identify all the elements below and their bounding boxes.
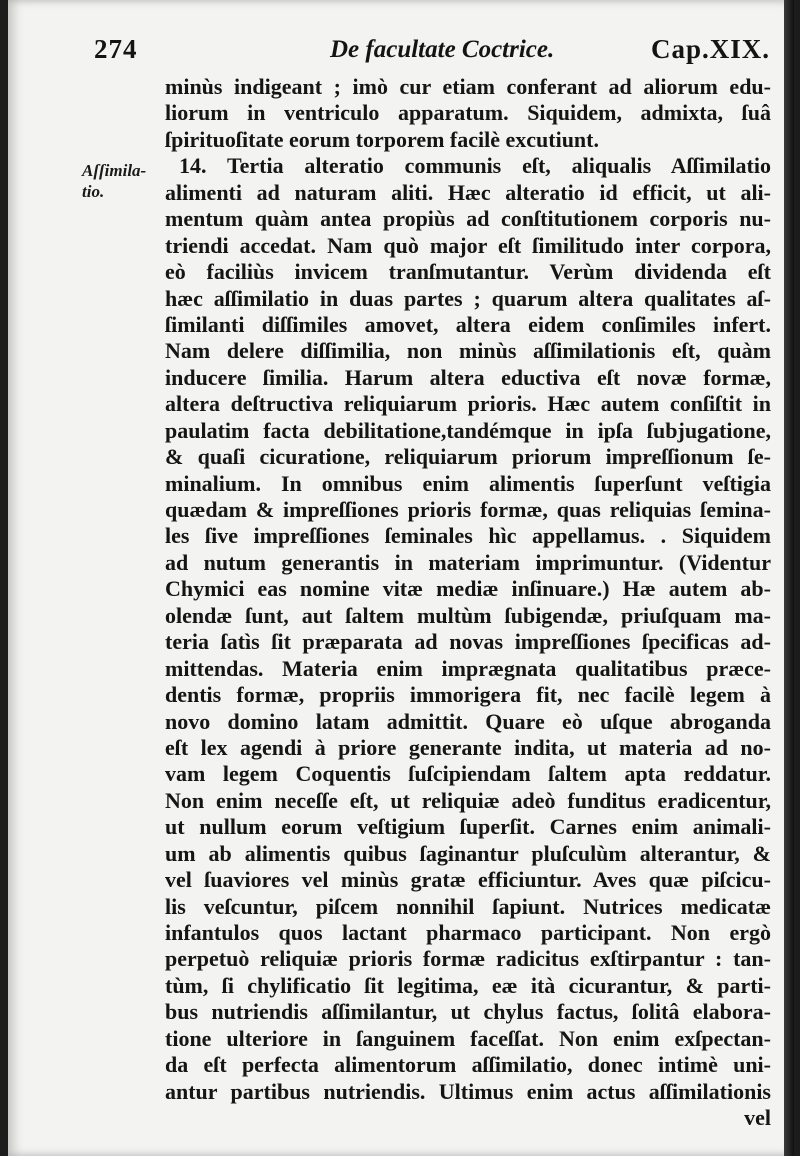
text-line: triendi accedat. Nam quò major eſt ſimilitudo inter corpora,: [165, 232, 771, 258]
text-line: Chymici eas nomine vitæ mediæ inſinuare.) Hæ autem ab-: [165, 576, 771, 602]
text-line: Nam delere diſſimilia, non minùs aſſimilationis eſt, quàm: [165, 338, 771, 364]
page-header: [94, 34, 770, 74]
page-edge-shadow: [784, 0, 794, 1156]
text-line: tione ulteriore in ſanguinem faceſſat. Non enim exſpectan-: [165, 1025, 771, 1051]
text-line: ut nullum eorum veſtigium ſuperſit. Carnes enim animali-: [165, 814, 771, 840]
text-line: mentum quàm antea propiùs ad conſtitutionem corporis nu-: [165, 206, 771, 232]
text-line: & quaſi cicuratione, reliquiarum priorum impreſſionum ſe-: [165, 444, 771, 470]
text-line: antur partibus nutriendis. Ultimus enim actus aſſimilationis: [165, 1078, 771, 1104]
marginal-note-line: tio.: [82, 182, 105, 201]
chapter-label: Cap.XIX.: [650, 34, 770, 64]
text-line: novo domino latam admittit. Quare eò uſque abroganda: [165, 708, 771, 734]
text-line: vam legem Coquentis ſuſcipiendam ſaltem apta reddatur.: [165, 761, 771, 787]
text-line: paulatim facta debilitatione,tandémque in ipſa ſubjugatione,: [165, 417, 771, 443]
text-line: inducere ſimilia. Harum altera eductiva eſt novæ formæ,: [165, 364, 771, 390]
text-line: quædam & impreſſiones prioris formæ, quas reliquias ſemina-: [165, 497, 771, 522]
text-line: minùs indigeant ; imò cur etiam conferant ad aliorum edu-: [165, 74, 771, 99]
text-line: eſt lex agendi à priore generante indita, ut materia ad no-: [165, 734, 771, 760]
text-line: alimenti ad naturam aliti. Hæc alteratio id efficit, ut ali-: [165, 179, 771, 205]
text-line: ſpirituoſitate eorum torporem facilè excutiunt.: [165, 126, 599, 152]
text-line: lis veſcuntur, piſcem nonnihil ſapiunt. Nutrices medicatæ: [165, 893, 771, 919]
text-line: mittendas. Materia enim imprægnata qualitatibus præce-: [165, 655, 771, 681]
text-line: teria ſatìs ſit præparata ad novas impreſſiones ſpecificas ad-: [165, 629, 771, 655]
text-line: les ſive impreſſiones ſeminales hìc appellamus. . Siquidem: [165, 523, 771, 549]
text-line: perpetuò reliquiæ prioris formæ radicitus exſtirpantur : tan-: [165, 946, 771, 972]
text-line: um ab alimentis quibus ſaginantur pluſculùm alterantur, &: [165, 840, 771, 866]
text-line: liorum in ventriculo apparatum. Siquidem, admixta, ſuâ: [165, 100, 771, 126]
text-line: Non enim neceſſe eſt, ut reliquiæ adeò funditus eradicentur,: [165, 787, 771, 813]
running-title: De facultate Coctrice.: [330, 36, 555, 63]
page-number: 274: [94, 34, 138, 64]
catchword: vel: [744, 1105, 771, 1131]
text-line: minalium. In omnibus enim alimentis ſuperſunt veſtigia: [165, 470, 771, 496]
book-page: [8, 0, 794, 1156]
text-line: ad nutum generantis in materiam imprimuntur. (Videntur: [165, 549, 771, 575]
text-line: dentis formæ, propriis immorigera fit, nec facilè legem à: [165, 682, 771, 708]
text-line: ſimilanti diſſimiles amovet, altera eidem conſimiles infert.: [165, 311, 771, 337]
marginal-note: [82, 160, 154, 202]
body-text: [165, 74, 771, 1132]
text-line: da eſt perfecta alimentorum aſſimilatio, donec intimè uni-: [165, 1052, 771, 1078]
text-line: altera deſtructiva reliquiarum prioris. Hæc autem conſiſtit in: [165, 391, 771, 417]
text-line: vel ſuaviores vel minùs gratæ efficiuntur. Aves quæ piſcicu-: [165, 867, 771, 893]
text-line: infantulos quos lactant pharmaco participant. Non ergò: [165, 920, 771, 945]
text-line: 14. Tertia alteratio communis eſt, aliqualis Aſſimilatio: [179, 153, 771, 179]
text-line: bus nutriendis aſſimilantur, ut chylus factus, ſolitâ elabora-: [165, 999, 771, 1025]
text-line: tùm, ſi chylificatio ſit legitima, eæ ità cicurantur, & parti-: [165, 972, 771, 998]
text-line: olendæ ſunt, aut ſaltem multùm ſubigendæ, priuſquam ma-: [165, 602, 771, 628]
marginal-note-line: Aſſimila-: [82, 161, 147, 180]
text-line: hæc aſſimilatio in duas partes ; quarum altera qualitates aſ-: [165, 285, 771, 311]
text-line: eò faciliùs invicem tranſmutantur. Verùm dividenda eſt: [165, 259, 771, 285]
